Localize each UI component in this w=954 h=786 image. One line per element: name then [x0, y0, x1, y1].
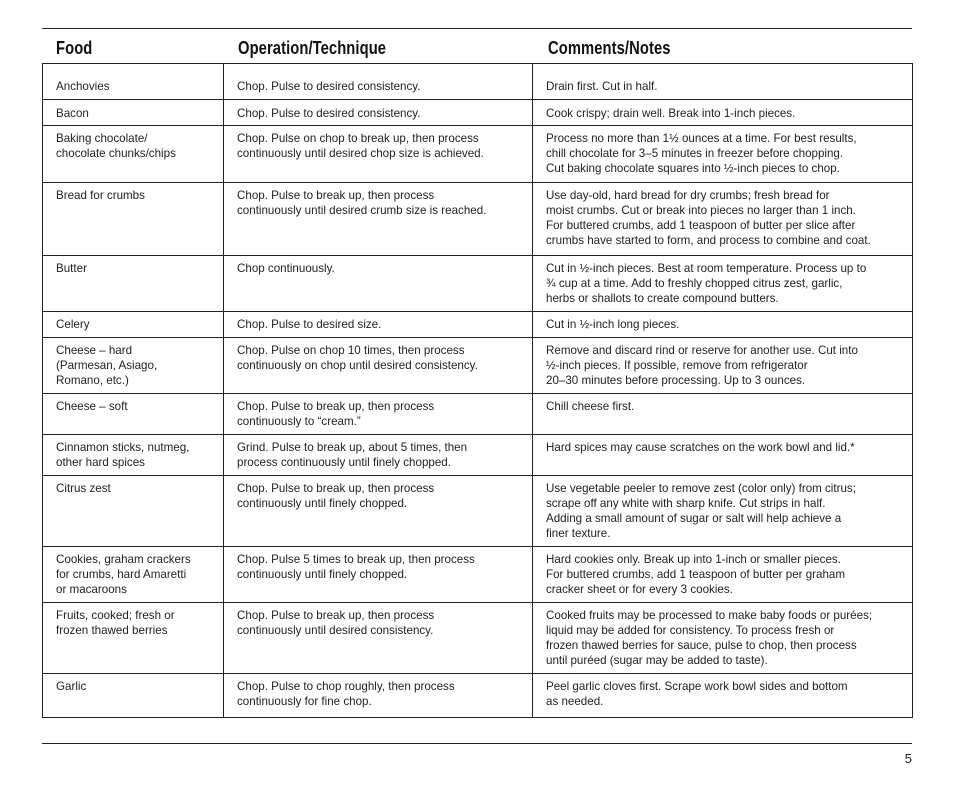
table-row [43, 547, 913, 603]
notes-cell: Cut in ½-inch pieces. Best at room temperature. Process up to ¾ cup at a time. Add to freshly chopped citrus zest, garlic, herbs or shallots to create compound butters. [546, 262, 867, 305]
notes-cell: Drain first. Cut in half. [546, 80, 658, 93]
notes-cell: Chill cheese first. [546, 400, 635, 413]
notes-cell: Use day-old, hard bread for dry crumbs; fresh bread for moist crumbs. Cut or break into pieces no larger than 1 inch. For buttered crumbs, add 1 teaspoon of butter per slice after crumbs have started to form, and process to combine and coat. [546, 189, 871, 247]
food-cell: Cheese – hard (Parmesan, Asiago, Romano, etc.) [56, 344, 158, 387]
food-cell: Baking chocolate/ chocolate chunks/chips [56, 132, 176, 160]
operation-cell: Chop continuously. [237, 262, 335, 275]
table-row [43, 126, 913, 183]
operation-cell: Grind. Pulse to break up, about 5 times, then process continuously until finely chopped. [237, 441, 468, 469]
column-header-notes: Comments/Notes [548, 38, 671, 58]
notes-cell: Cook crispy; drain well. Break into 1-inch pieces. [546, 107, 796, 120]
table-row [43, 476, 913, 547]
notes-cell: Use vegetable peeler to remove zest (color only) from citrus; scrape off any white with sharp knife. Cut strips in half. Adding a small amount of sugar or salt will help achieve a finer texture. [546, 482, 856, 540]
food-cell: Butter [56, 262, 87, 275]
operation-cell: Chop. Pulse to break up, then process continuously until finely chopped. [237, 482, 435, 510]
food-cell: Cookies, graham crackers for crumbs, hard Amaretti or macaroons [56, 553, 191, 596]
operation-cell: Chop. Pulse to desired consistency. [237, 80, 421, 93]
table-row [43, 256, 913, 312]
operation-cell: Chop. Pulse on chop to break up, then process continuously until desired chop size is achieved. [237, 132, 484, 160]
food-cell: Garlic [56, 680, 87, 693]
table-row [43, 435, 913, 476]
page-number: 5 [904, 751, 912, 766]
operation-cell: Chop. Pulse to desired size. [237, 318, 382, 331]
operation-cell: Chop. Pulse 5 times to break up, then process continuously until finely chopped. [237, 553, 475, 581]
food-cell: Celery [56, 318, 90, 331]
table-header [42, 38, 912, 64]
table-row [43, 674, 913, 718]
table-row [43, 338, 913, 394]
food-processing-table [42, 63, 913, 718]
operation-cell: Chop. Pulse to break up, then process continuously until desired crumb size is reached. [237, 189, 487, 217]
notes-cell: Peel garlic cloves first. Scrape work bowl sides and bottom as needed. [546, 680, 848, 708]
notes-cell: Hard spices may cause scratches on the work bowl and lid.* [546, 441, 855, 454]
bottom-rule [42, 743, 912, 744]
operation-cell: Chop. Pulse to break up, then process continuously until desired consistency. [237, 609, 435, 637]
notes-cell: Cut in ½-inch long pieces. [546, 318, 680, 331]
column-header-food: Food [56, 38, 93, 58]
table-row [43, 64, 913, 100]
food-cell: Bacon [56, 107, 89, 120]
table-row [43, 312, 913, 338]
food-cell: Fruits, cooked; fresh or frozen thawed berries [56, 609, 175, 637]
operation-cell: Chop. Pulse on chop 10 times, then process continuously on chop until desired consistency. [237, 344, 478, 372]
food-cell: Anchovies [56, 80, 110, 93]
notes-cell: Process no more than 1½ ounces at a time. For best results, chill chocolate for 3–5 minutes in freezer before chopping. Cut baking chocolate squares into ½-inch pieces to chop. [546, 132, 857, 175]
food-cell: Cheese – soft [56, 400, 128, 413]
operation-cell: Chop. Pulse to chop roughly, then process continuously for fine chop. [237, 680, 455, 708]
operation-cell: Chop. Pulse to desired consistency. [237, 107, 421, 120]
notes-cell: Hard cookies only. Break up into 1-inch or smaller pieces. For buttered crumbs, add 1 teaspoon of butter per graham cracker sheet or for every 3 cookies. [546, 553, 846, 596]
notes-cell: Remove and discard rind or reserve for another use. Cut into ½-inch pieces. If possible, remove from refrigerator 20–30 minutes before processing. Up to 3 ounces. [546, 344, 858, 387]
top-rule [42, 28, 912, 29]
operation-cell: Chop. Pulse to break up, then process continuously to “cream.” [237, 400, 435, 428]
notes-cell: Cooked fruits may be processed to make baby foods or purées; liquid may be added for consistency. To process fresh or frozen thawed berries for sauce, pulse to chop, then process until puréed (sugar may be added to taste). [546, 609, 873, 667]
table-row [43, 603, 913, 674]
food-cell: Citrus zest [56, 482, 111, 495]
table-row [43, 394, 913, 435]
column-header-operation: Operation/Technique [238, 38, 387, 58]
table-row [43, 183, 913, 256]
food-cell: Cinnamon sticks, nutmeg, other hard spices [56, 441, 190, 469]
table-row [43, 100, 913, 126]
food-cell: Bread for crumbs [56, 189, 145, 202]
